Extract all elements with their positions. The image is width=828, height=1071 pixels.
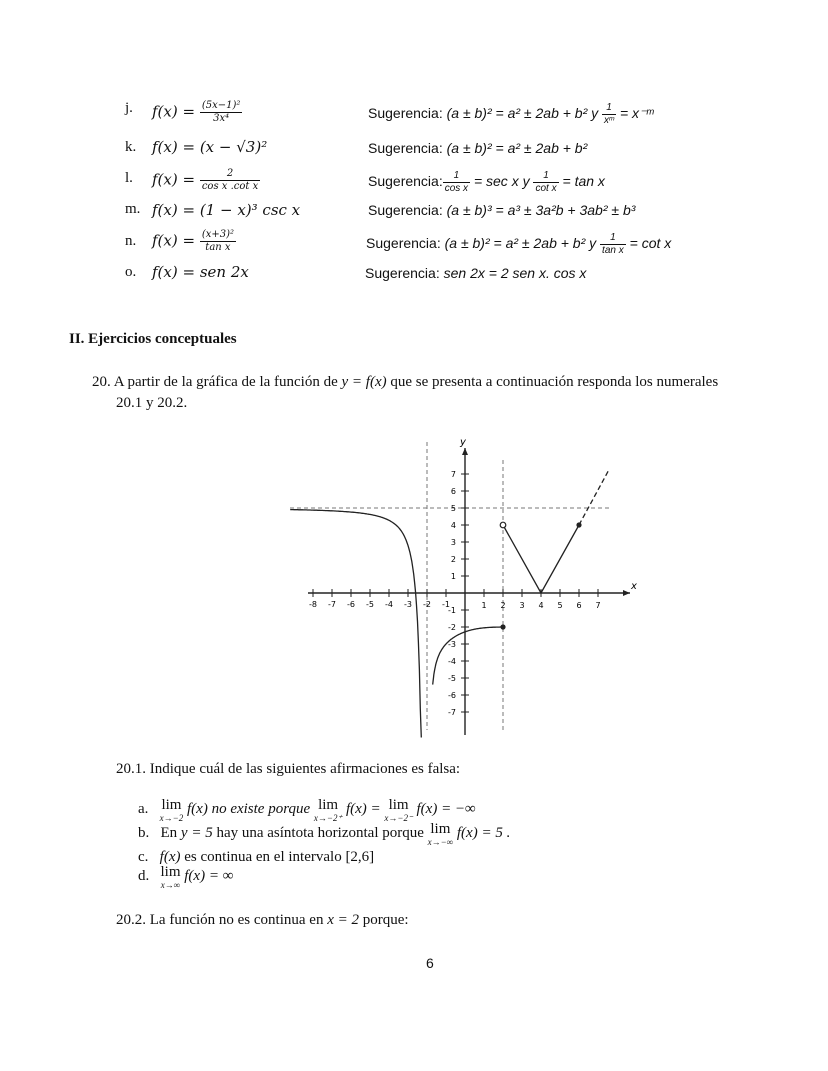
numerator: 1: [443, 170, 470, 183]
hint: [368, 170, 605, 195]
hint: [368, 202, 635, 218]
hint: [365, 265, 586, 281]
x-tick-label: -7: [328, 600, 336, 609]
y-tick-label: -2: [448, 623, 456, 632]
option-text: f(x) =: [345, 801, 385, 817]
hint-formula: sen 2x = 2 sen x. cos x: [443, 265, 587, 281]
v-segment: [503, 525, 579, 593]
option-text: f(x) = −∞: [416, 801, 476, 817]
curve-middle-branch: [433, 627, 503, 685]
fraction: [200, 229, 236, 254]
function-lhs: f(x) =: [152, 170, 200, 189]
hint-formula: (a ± b)² = a² ± 2ab + b² y: [444, 235, 601, 252]
option-d: [138, 866, 233, 892]
exercise-label: m.: [125, 201, 141, 217]
denominator: 3x⁴: [213, 113, 230, 124]
function-lhs: f(x) =: [152, 231, 200, 250]
option-b: [138, 823, 510, 849]
denominator: tan x: [205, 242, 231, 253]
fraction: [200, 100, 243, 125]
problem-number: 20.: [92, 374, 111, 390]
hint-tail: = cot x: [629, 235, 672, 252]
exercise-label: j.: [125, 100, 133, 116]
hint-label: Sugerencia:: [368, 202, 443, 218]
limit: [384, 799, 412, 825]
option-a: [138, 799, 476, 825]
exercise-function: [152, 229, 236, 254]
hint-tail: = tan x: [562, 173, 605, 190]
option-text: f(x) no existe porque: [187, 801, 314, 817]
option-text: es continua en el intervalo [2,6]: [180, 849, 375, 865]
fraction: [533, 170, 558, 195]
section-title: II. Ejercicios conceptuales: [69, 331, 237, 347]
numerator: 2: [200, 168, 260, 181]
lim-word: lim: [318, 797, 339, 813]
exercise-label: o.: [125, 264, 137, 280]
exercise-n: [0, 228, 828, 256]
option-text: f(x) = 5 .: [456, 825, 511, 841]
hint-formula: (a ± b)³ = a³ ± 3a²b + 3ab² ± b³: [446, 202, 636, 218]
hint-label: Sugerencia:: [368, 140, 443, 156]
fraction: [602, 102, 616, 127]
problem-math: y = f(x): [341, 374, 387, 390]
question-text: 20.2. La función no es continua en: [116, 912, 328, 928]
exercise-label: n.: [125, 233, 137, 249]
question-text: porque:: [358, 912, 409, 928]
dashed-continuation: [579, 469, 609, 525]
lim-sub: x→−2: [159, 813, 184, 823]
limit: [428, 823, 453, 849]
closed-point: [576, 522, 581, 527]
exercise-label: k.: [125, 139, 137, 155]
y-tick-label: -7: [448, 708, 456, 717]
option-text: En: [160, 825, 181, 841]
x-axis-arrow: [623, 590, 630, 596]
curve-left-branch: [290, 510, 421, 738]
y-tick-label: -4: [448, 657, 456, 666]
x-tick-label: 6: [576, 601, 582, 610]
x-tick-label: -4: [385, 600, 393, 609]
lim-sub: x→−2⁻: [384, 813, 413, 823]
x-tick-label: -1: [442, 600, 450, 609]
denominator: cot x: [535, 183, 557, 194]
x-tick-label: 3: [519, 601, 525, 610]
option-math: f(x): [159, 849, 181, 865]
limit: [160, 799, 184, 825]
y-tick-label: -3: [448, 640, 456, 649]
denominator: cos x .cot x: [201, 181, 259, 192]
hint: [368, 140, 587, 156]
question-20-2-title: [116, 910, 409, 931]
numerator: (5x−1)²: [201, 100, 241, 111]
lim-sub: x→∞: [160, 880, 181, 890]
lim-sub: x→−2⁺: [313, 813, 343, 823]
y-tick-label: 2: [450, 555, 456, 564]
x-tick-label: 4: [538, 601, 544, 610]
function-graph: [280, 430, 640, 740]
hint-formula: (a ± b)² = a² ± 2ab + b² y: [446, 105, 603, 122]
open-point: [500, 522, 506, 528]
y-tick-label: 5: [450, 504, 456, 513]
hint: [366, 232, 671, 257]
lim-word: lim: [388, 797, 409, 813]
exercise-function: f(x) = (1 − x)³ csc x: [152, 201, 301, 219]
y-axis-arrow: [462, 448, 468, 455]
exercise-function: [152, 168, 260, 193]
page-number: 6: [426, 955, 434, 971]
problem-20-line2: 20.1 y 20.2.: [116, 395, 188, 411]
denominator: cos x: [444, 183, 469, 194]
exercise-function: [152, 100, 242, 125]
y-tick-label: 4: [450, 521, 456, 530]
option-label: b.: [138, 825, 150, 841]
problem-text: A partir de la gráfica de la función de: [113, 374, 342, 390]
x-tick-label: -6: [347, 600, 355, 609]
limit: [314, 799, 342, 825]
lim-word: lim: [430, 821, 451, 837]
hint-formula: = sec x y: [473, 173, 534, 190]
denominator: xᵐ: [604, 115, 615, 126]
lim-word: lim: [160, 864, 181, 880]
option-text: hay una asíntota horizontal porque: [212, 825, 428, 841]
option-label: c.: [138, 849, 149, 865]
exercise-label: l.: [125, 170, 133, 186]
y-tick-label: 1: [450, 572, 456, 581]
exercise-l: [0, 167, 828, 194]
option-math: y = 5: [180, 825, 213, 841]
x-tick-label: 5: [557, 601, 563, 610]
numerator: (x+3)²: [201, 229, 235, 240]
hint-tail: = x⁻ᵐ: [619, 105, 654, 122]
fraction: [600, 232, 626, 257]
exercise-o: [0, 262, 828, 286]
exercise-k: [0, 136, 828, 160]
question-20-1-title: 20.1. Indique cuál de las siguientes afirmaciones es falsa:: [116, 761, 461, 777]
x-tick-label: 2: [500, 601, 506, 610]
hint-label: Sugerencia:: [366, 235, 441, 252]
option-label: d.: [138, 868, 150, 884]
hint-label: Sugerencia:: [365, 265, 440, 281]
y-tick-label: -5: [448, 674, 456, 683]
x-tick-label: -3: [404, 600, 412, 609]
y-axis-label: y: [460, 437, 466, 448]
function-lhs: f(x) =: [152, 102, 200, 121]
closed-point: [500, 624, 505, 629]
x-axis-label: x: [631, 581, 637, 592]
y-tick-label: -6: [448, 691, 456, 700]
problem-20-line1: [92, 372, 718, 393]
y-tick-label: -1: [448, 606, 456, 615]
exercise-function: f(x) = (x − √3)²: [152, 138, 268, 156]
denominator: tan x: [602, 245, 624, 256]
hint-label: Sugerencia:: [368, 105, 443, 122]
x-tick-label: -5: [366, 600, 374, 609]
exercise-m: [0, 198, 828, 222]
problem-text: que se presenta a continuación responda los numerales: [386, 374, 719, 390]
exercise-function: f(x) = sen 2x: [152, 263, 249, 281]
fraction: [443, 170, 470, 195]
lim-sub: x→−∞: [427, 837, 454, 847]
option-label: a.: [138, 801, 149, 817]
question-math: x = 2: [327, 912, 359, 928]
numerator: 1: [600, 232, 626, 245]
y-tick-label: 7: [450, 470, 456, 479]
x-tick-label: -8: [309, 600, 317, 609]
lim-word: lim: [161, 797, 182, 813]
y-tick-label: 6: [450, 487, 456, 496]
numerator: 1: [602, 102, 616, 115]
x-tick-label: -2: [423, 600, 431, 609]
numerator: 1: [533, 170, 558, 183]
hint: [368, 102, 653, 127]
fraction: [200, 168, 260, 193]
limit: [161, 866, 181, 892]
hint-label: Sugerencia:: [368, 173, 443, 190]
exercise-j: [0, 97, 828, 126]
option-text: f(x) = ∞: [184, 868, 234, 884]
y-tick-label: 3: [450, 538, 456, 547]
x-tick-label: 1: [481, 601, 487, 610]
hint-formula: (a ± b)² = a² ± 2ab + b²: [446, 140, 588, 156]
x-tick-label: 7: [595, 601, 601, 610]
